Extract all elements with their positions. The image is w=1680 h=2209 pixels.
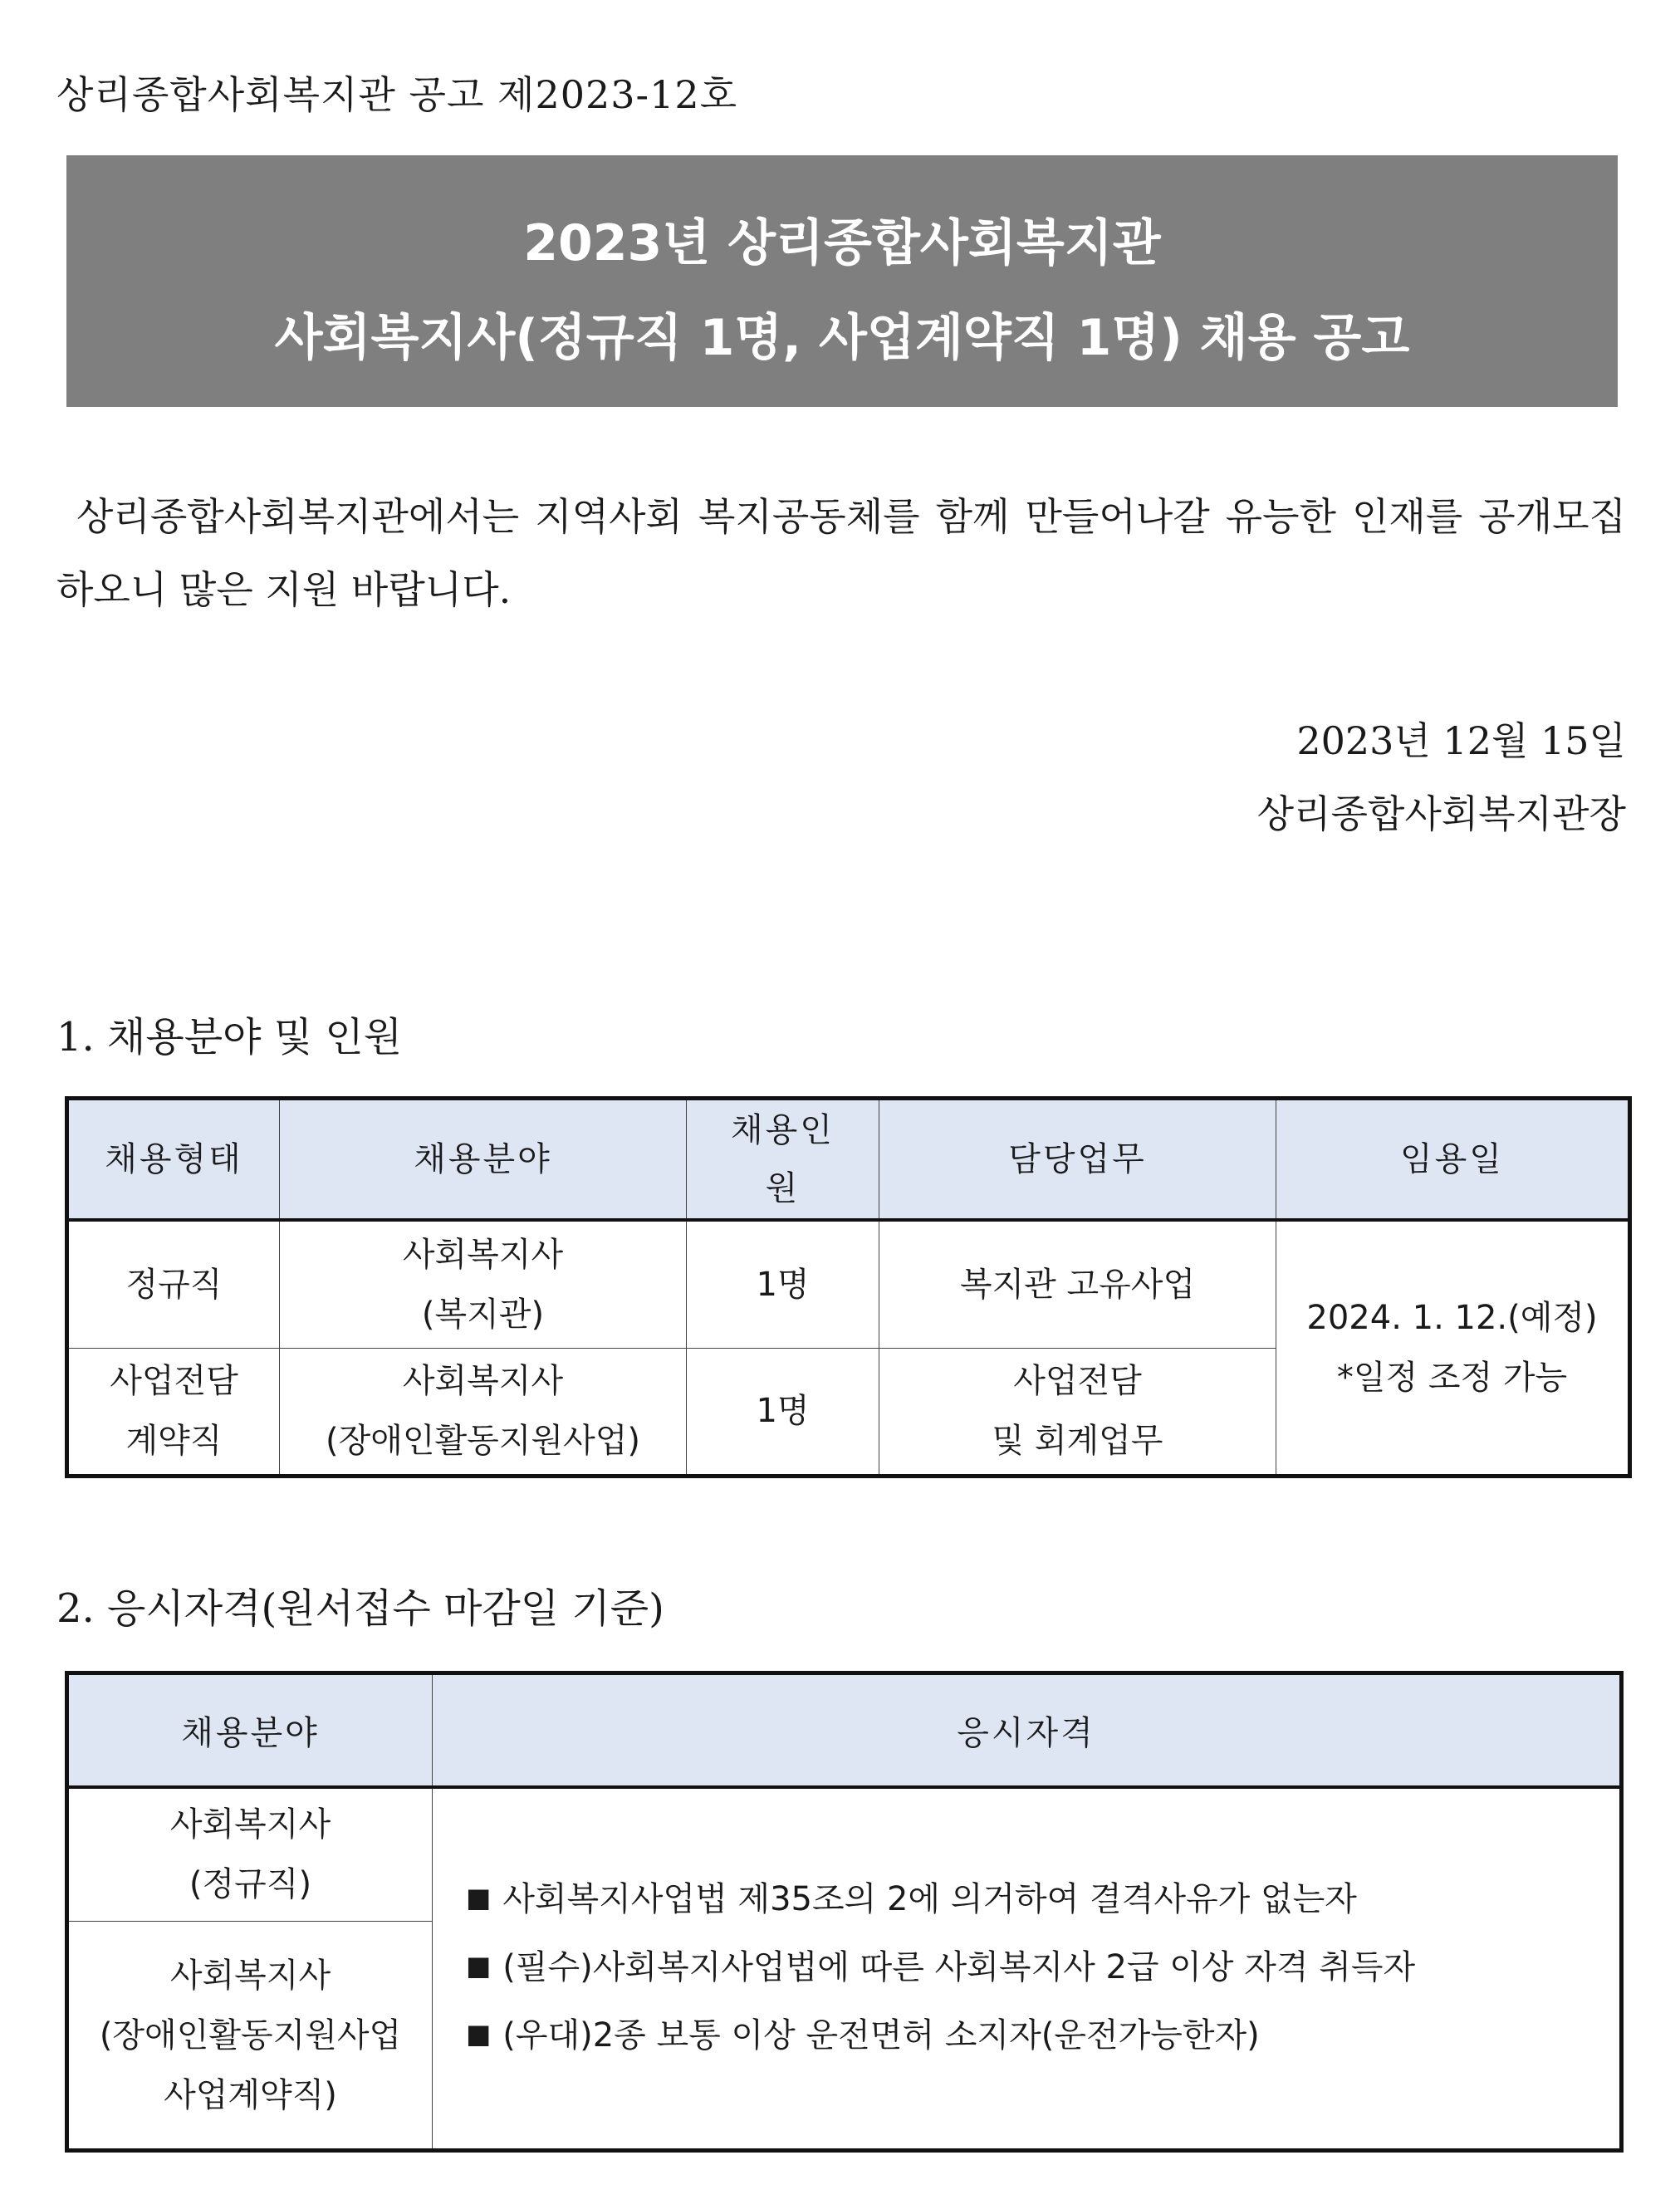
cell-type: 정규직	[67, 1220, 280, 1348]
header-field: 채용분야	[280, 1099, 687, 1221]
header-qualification: 응시자격	[433, 1673, 1622, 1787]
qualification-table	[65, 1671, 1624, 2153]
qualification-list	[433, 1787, 1622, 2151]
cell-field: 사회복지사 (정규직)	[67, 1787, 433, 1922]
cell-field: 사회복지사 (장애인활동지원사업 사업계약직)	[67, 1922, 433, 2151]
square-bullet-icon: ■	[466, 2018, 492, 2050]
section-2-heading: 2. 응시자격(원서접수 마감일 기준)	[56, 1585, 664, 1632]
section-1-heading: 1. 채용분야 및 인원	[56, 1014, 403, 1060]
table-row	[67, 1220, 1630, 1348]
list-item: ■ 사회복지사업법 제35조의 2에 의거하여 결격사유가 없는자	[466, 1880, 1357, 1919]
header-headcount: 채용인 원	[687, 1099, 879, 1221]
cell-type: 사업전담 계약직	[67, 1348, 280, 1476]
header-appointment-date: 임용일	[1276, 1099, 1630, 1221]
title-banner	[66, 155, 1618, 407]
header-employment-type: 채용형태	[67, 1099, 280, 1221]
table-header-row	[67, 1673, 1622, 1787]
recruitment-table	[65, 1096, 1632, 1478]
title-line-1: 2023년 상리종합사회복지관	[523, 214, 1161, 272]
header-duty: 담당업무	[879, 1099, 1276, 1221]
list-item: ■ (우대)2종 보통 이상 운전면허 소지자(운전가능한자)	[466, 2016, 1260, 2055]
table-row	[67, 1787, 1622, 1922]
title-line-2: 사회복지사(정규직 1명, 사업계약직 1명) 채용 공고	[274, 309, 1410, 367]
cell-appointment: 2024. 1. 12.(예정) *일정 조정 가능	[1276, 1220, 1630, 1476]
cell-field: 사회복지사 (장애인활동지원사업)	[280, 1348, 687, 1476]
list-item: ■ (필수)사회복지사업법에 따른 사회복지사 2급 이상 자격 취득자	[466, 1948, 1416, 1987]
cell-duty: 사업전담 및 회계업무	[879, 1348, 1276, 1476]
notice-number: 상리종합사회복지관 공고 제2023-12호	[56, 72, 738, 117]
cell-duty: 복지관 고유사업	[879, 1220, 1276, 1348]
intro-paragraph: 상리종합사회복지관에서는 지역사회 복지공동체를 함께 만들어나갈 유능한 인재를 공개모집 하오니 많은 지원 바랍니다.	[56, 494, 1626, 612]
signer: 상리종합사회복지관장	[1256, 791, 1626, 836]
cell-count: 1명	[687, 1220, 879, 1348]
cell-count: 1명	[687, 1348, 879, 1476]
square-bullet-icon: ■	[466, 1950, 492, 1982]
square-bullet-icon: ■	[466, 1882, 492, 1914]
cell-field: 사회복지사 (복지관)	[280, 1220, 687, 1348]
header-field: 채용분야	[67, 1673, 433, 1787]
announcement-date: 2023년 12월 15일	[1296, 718, 1626, 763]
table-header-row	[67, 1099, 1630, 1221]
